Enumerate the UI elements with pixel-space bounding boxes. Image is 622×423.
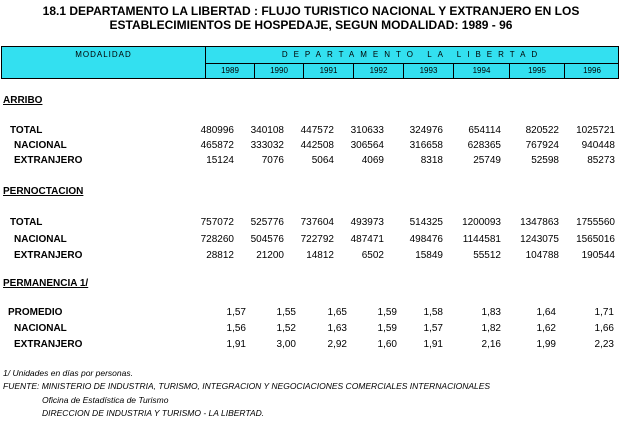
cell: 757072: [200, 217, 234, 228]
row-label: NACIONAL: [14, 323, 67, 334]
cell: 1,71: [594, 307, 614, 318]
row-label: EXTRANJERO: [14, 155, 83, 166]
cell: 525776: [250, 217, 284, 228]
cell: 7076: [261, 155, 284, 166]
cell: 52598: [531, 155, 559, 166]
cell: 1,99: [536, 339, 556, 350]
cell: 340108: [250, 125, 284, 136]
cell: 85273: [587, 155, 615, 166]
cell: 722792: [300, 234, 334, 245]
cell: 1,63: [327, 323, 347, 334]
cell: 1,62: [536, 323, 556, 334]
cell: 2,16: [481, 339, 501, 350]
section-arribo: ARRIBO: [3, 95, 43, 106]
cell: 654114: [468, 125, 501, 136]
cell: 1243075: [520, 234, 559, 245]
cell: 1,57: [423, 323, 443, 334]
cell: 737604: [300, 217, 334, 228]
cell: 316658: [409, 140, 443, 151]
year-1994: 1994: [454, 64, 510, 78]
cell: 1755560: [576, 217, 615, 228]
cell: 324976: [409, 125, 443, 136]
cell: 1,59: [377, 307, 397, 318]
row-label: TOTAL: [10, 217, 43, 228]
cell: 1,58: [423, 307, 443, 318]
year-1995: 1995: [510, 64, 565, 78]
table-row: [0, 154, 622, 168]
cell: 1,82: [481, 323, 501, 334]
year-1990: 1990: [255, 64, 304, 78]
year-1991: 1991: [304, 64, 354, 78]
table-header: [1, 46, 619, 79]
cell: 2,23: [594, 339, 614, 350]
cell: 498476: [409, 234, 443, 245]
cell: 1,57: [226, 307, 246, 318]
title-line-2: ESTABLECIMIENTOS DE HOSPEDAJE, SEGUN MODALIDAD: 1989 - 96: [109, 18, 513, 32]
cell: 1,60: [377, 339, 397, 350]
footnote: 1/ Unidades en días por personas.: [3, 368, 133, 378]
cell: 1,91: [423, 339, 443, 350]
source-office: Oficina de Estadística de Turismo: [42, 395, 169, 405]
cell: 1,66: [594, 323, 614, 334]
cell: 514325: [409, 217, 443, 228]
cell: 8318: [420, 155, 443, 166]
cell: 333032: [250, 140, 284, 151]
cell: 15124: [206, 155, 234, 166]
cell: 1,52: [276, 323, 296, 334]
year-1992: 1992: [354, 64, 404, 78]
cell: 1,65: [327, 307, 347, 318]
header-modalidad: MODALIDAD: [2, 47, 206, 78]
title-line-1: 18.1 DEPARTAMENTO LA LIBERTAD : FLUJO TURISTICO NACIONAL Y EXTRANJERO EN LOS: [42, 4, 580, 18]
cell: 1,55: [276, 307, 296, 318]
cell: 1144581: [462, 234, 501, 245]
year-1989: 1989: [206, 64, 255, 78]
header-departamento: DEPARTAMENTO LA LIBERTAD: [206, 47, 619, 64]
section-pernoctacion: PERNOCTACION: [3, 186, 84, 197]
cell: 447572: [300, 125, 334, 136]
cell: 1025721: [576, 125, 615, 136]
source-direction: DIRECCION DE INDUSTRIA Y TURISMO - LA LIBERTAD.: [42, 408, 265, 418]
cell: 1,56: [226, 323, 246, 334]
year-1993: 1993: [404, 64, 454, 78]
cell: 55512: [473, 250, 501, 261]
cell: 14812: [306, 250, 334, 261]
row-label: PROMEDIO: [8, 307, 63, 318]
cell: 493973: [350, 217, 384, 228]
table-row: [0, 216, 622, 230]
cell: 104788: [525, 250, 559, 261]
cell: 504576: [250, 234, 284, 245]
cell: 4069: [361, 155, 384, 166]
cell: 442508: [300, 140, 334, 151]
cell: 21200: [256, 250, 284, 261]
cell: 306564: [350, 140, 384, 151]
row-label: EXTRANJERO: [14, 250, 83, 261]
year-1996: 1996: [583, 66, 601, 75]
cell: 15849: [415, 250, 443, 261]
cell: 5064: [311, 155, 334, 166]
cell: 2,92: [327, 339, 347, 350]
table-row: [0, 322, 622, 336]
cell: 3,00: [276, 339, 296, 350]
row-label: TOTAL: [10, 125, 43, 136]
cell: 1,59: [377, 323, 397, 334]
cell: 487471: [350, 234, 384, 245]
cell: 940448: [581, 140, 615, 151]
section-permanencia: PERMANENCIA 1/: [3, 278, 89, 289]
cell: 480996: [200, 125, 234, 136]
cell: 767924: [525, 140, 559, 151]
cell: 728260: [200, 234, 234, 245]
cell: 1,91: [226, 339, 246, 350]
table-row: [0, 233, 622, 247]
cell: 465872: [200, 140, 234, 151]
cell: 1,64: [536, 307, 556, 318]
row-label: EXTRANJERO: [14, 339, 83, 350]
row-label: NACIONAL: [14, 234, 67, 245]
cell: 28812: [206, 250, 234, 261]
table-row: [0, 338, 622, 352]
cell: 820522: [525, 125, 559, 136]
table-row: [0, 249, 622, 263]
cell: 628365: [467, 140, 501, 151]
table-row: [0, 124, 622, 138]
cell: 1347863: [520, 217, 559, 228]
cell: 6502: [361, 250, 384, 261]
table-row: [0, 306, 622, 320]
cell: 1200093: [462, 217, 501, 228]
source-note: FUENTE: MINISTERIO DE INDUSTRIA, TURISMO, INTEGRACION Y NEGOCIACIONES COMERCIALES INTERNACIONALES: [3, 381, 491, 391]
cell: 25749: [473, 155, 501, 166]
row-label: NACIONAL: [14, 140, 67, 151]
cell: 1,83: [481, 307, 501, 318]
cell: 310633: [350, 125, 384, 136]
table-row: [0, 139, 622, 153]
cell: 190544: [581, 250, 615, 261]
cell: 1565016: [576, 234, 615, 245]
